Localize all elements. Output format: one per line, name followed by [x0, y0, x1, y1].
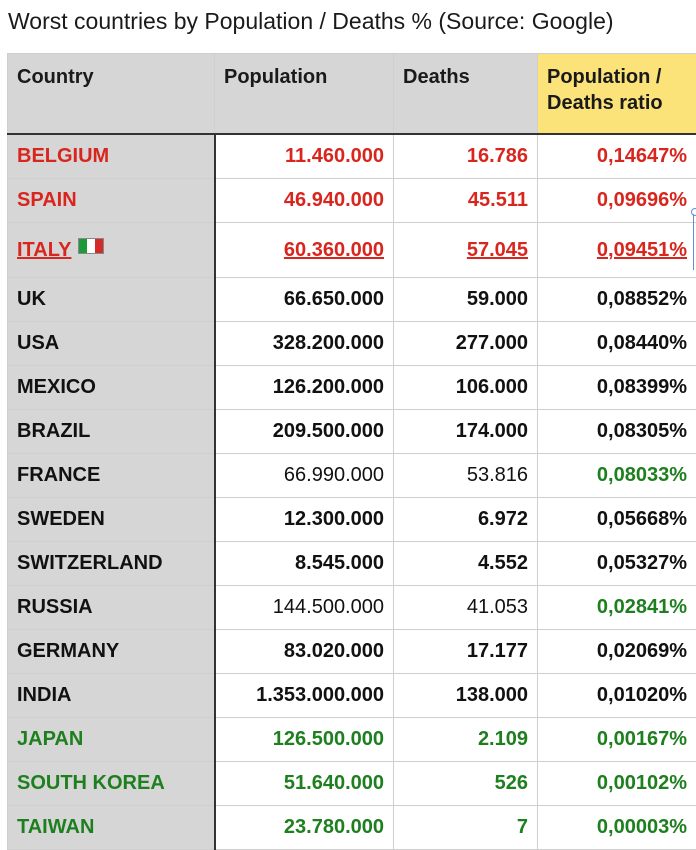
- table-row: [8, 630, 696, 674]
- cell-ratio-value: 0,00003%: [597, 816, 687, 838]
- cell-ratio[interactable]: [538, 674, 696, 718]
- header-country[interactable]: Country: [8, 54, 215, 135]
- cell-country[interactable]: [8, 806, 215, 850]
- country-name: GERMANY: [17, 640, 119, 662]
- country-name: MEXICO: [17, 376, 96, 398]
- cell-ratio-value: 0,09451%: [597, 239, 687, 261]
- cell-deaths[interactable]: [394, 674, 538, 718]
- cell-deaths-value: 7: [517, 816, 528, 838]
- cell-ratio[interactable]: [538, 498, 696, 542]
- country-name: SWITZERLAND: [17, 552, 163, 574]
- cell-ratio-value: 0,05327%: [597, 552, 687, 574]
- cell-ratio[interactable]: [538, 454, 696, 498]
- cell-deaths[interactable]: [394, 366, 538, 410]
- cell-ratio-value: 0,09696%: [597, 189, 687, 211]
- cell-population-value: 328.200.000: [273, 332, 384, 354]
- cell-country[interactable]: [8, 630, 215, 674]
- cell-population-value: 60.360.000: [284, 239, 384, 261]
- table-row: [8, 134, 696, 179]
- header-ratio-line1: Population /: [547, 66, 661, 88]
- country-name: FRANCE: [17, 464, 100, 486]
- cell-population[interactable]: [215, 718, 394, 762]
- cell-deaths[interactable]: [394, 806, 538, 850]
- cell-population-value: 144.500.000: [273, 596, 384, 618]
- table-row: [8, 806, 696, 850]
- cell-ratio-value: 0,01020%: [597, 684, 687, 706]
- cell-ratio[interactable]: [538, 179, 696, 223]
- cell-country[interactable]: [8, 542, 215, 586]
- cell-population[interactable]: [215, 179, 394, 223]
- cell-ratio[interactable]: [538, 410, 696, 454]
- cell-ratio-value: 0,00102%: [597, 772, 687, 794]
- cell-country[interactable]: [8, 179, 215, 223]
- country-name: SWEDEN: [17, 508, 105, 530]
- country-name: RUSSIA: [17, 596, 93, 618]
- cell-deaths-value: 174.000: [456, 420, 528, 442]
- cell-ratio[interactable]: [538, 278, 696, 322]
- table-row: [8, 366, 696, 410]
- country-name: BELGIUM: [17, 145, 109, 167]
- cell-ratio-value: 0,02069%: [597, 640, 687, 662]
- cell-deaths[interactable]: [394, 498, 538, 542]
- cell-deaths-value: 6.972: [478, 508, 528, 530]
- cell-deaths-value: 57.045: [467, 239, 528, 261]
- cell-deaths-value: 45.511: [468, 189, 528, 211]
- country-name: JAPAN: [17, 728, 83, 750]
- cell-population-value: 126.200.000: [273, 376, 384, 398]
- cell-country[interactable]: [8, 223, 215, 278]
- cell-population[interactable]: [215, 762, 394, 806]
- cell-deaths-value: 2.109: [478, 728, 528, 750]
- country-name: USA: [17, 332, 59, 354]
- cell-deaths-value: 17.177: [467, 640, 528, 662]
- cell-country[interactable]: [8, 134, 215, 179]
- cell-ratio[interactable]: [538, 586, 696, 630]
- cell-deaths[interactable]: [394, 322, 538, 366]
- cell-ratio[interactable]: [538, 630, 696, 674]
- cell-ratio-value: 0,00167%: [597, 728, 687, 750]
- cell-deaths[interactable]: [394, 410, 538, 454]
- cell-population-value: 126.500.000: [273, 728, 384, 750]
- table-row: [8, 542, 696, 586]
- header-deaths[interactable]: Deaths: [394, 54, 538, 135]
- country-name: UK: [17, 288, 46, 310]
- cell-population-value: 23.780.000: [284, 816, 384, 838]
- country-name: SPAIN: [17, 189, 77, 211]
- cell-ratio[interactable]: [538, 806, 696, 850]
- cell-ratio-value: 0,05668%: [597, 508, 687, 530]
- selection-edge: [693, 214, 694, 270]
- cell-population-value: 66.650.000: [284, 288, 384, 310]
- cell-ratio-value: 0,08033%: [597, 464, 687, 486]
- cell-ratio[interactable]: [538, 366, 696, 410]
- country-name: ITALY: [17, 239, 71, 261]
- cell-population-value: 12.300.000: [284, 508, 384, 530]
- header-ratio[interactable]: [538, 54, 696, 135]
- cell-ratio[interactable]: [538, 762, 696, 806]
- table-row: [8, 179, 696, 223]
- cell-deaths[interactable]: [394, 542, 538, 586]
- cell-ratio[interactable]: [538, 718, 696, 762]
- table-row: [8, 498, 696, 542]
- cell-country[interactable]: [8, 674, 215, 718]
- cell-population[interactable]: [215, 454, 394, 498]
- cell-ratio[interactable]: [538, 322, 696, 366]
- cell-ratio-value: 0,08305%: [597, 420, 687, 442]
- cell-population[interactable]: [215, 366, 394, 410]
- cell-population-value: 83.020.000: [284, 640, 384, 662]
- cell-country[interactable]: [8, 366, 215, 410]
- cell-country[interactable]: [8, 498, 215, 542]
- table-row: [8, 410, 696, 454]
- cell-population[interactable]: [215, 223, 394, 278]
- cell-ratio-value: 0,08399%: [597, 376, 687, 398]
- cell-deaths-value: 526: [495, 772, 528, 794]
- table-row: [8, 454, 696, 498]
- cell-ratio[interactable]: [538, 134, 696, 179]
- header-population[interactable]: Population: [215, 54, 394, 135]
- cell-deaths[interactable]: [394, 134, 538, 179]
- cell-ratio[interactable]: [538, 542, 696, 586]
- cell-ratio-value: 0,14647%: [597, 145, 687, 167]
- cell-population-value: 51.640.000: [284, 772, 384, 794]
- cell-population-value: 209.500.000: [273, 420, 384, 442]
- cell-ratio-value: 0,02841%: [597, 596, 687, 618]
- italy-flag-icon: [78, 238, 104, 254]
- cell-population[interactable]: [215, 630, 394, 674]
- cell-population[interactable]: [215, 322, 394, 366]
- cell-population[interactable]: [215, 278, 394, 322]
- data-table: [7, 53, 696, 850]
- cell-population-value: 66.990.000: [284, 464, 384, 486]
- cell-deaths[interactable]: [394, 454, 538, 498]
- cell-deaths-value: 53.816: [467, 464, 528, 486]
- cell-country[interactable]: [8, 586, 215, 630]
- header-row: [8, 54, 696, 135]
- table-row: [8, 278, 696, 322]
- cell-deaths-value: 16.786: [467, 145, 528, 167]
- cell-country[interactable]: [8, 322, 215, 366]
- cell-deaths[interactable]: [394, 718, 538, 762]
- cell-population[interactable]: [215, 806, 394, 850]
- cell-ratio-value: 0,08440%: [597, 332, 687, 354]
- cell-deaths[interactable]: [394, 223, 538, 278]
- cell-deaths[interactable]: [394, 278, 538, 322]
- cell-deaths-value: 138.000: [456, 684, 528, 706]
- cell-country[interactable]: [8, 762, 215, 806]
- cell-ratio[interactable]: [538, 223, 696, 278]
- cell-population[interactable]: [215, 134, 394, 179]
- table-row: [8, 762, 696, 806]
- country-name: INDIA: [17, 684, 71, 706]
- cell-population[interactable]: [215, 674, 394, 718]
- cell-deaths[interactable]: [394, 179, 538, 223]
- sheet-title: Worst countries by Population / Deaths % (Source: Google): [8, 8, 614, 35]
- cell-deaths[interactable]: [394, 762, 538, 806]
- country-name: TAIWAN: [17, 816, 94, 838]
- table-row: [8, 322, 696, 366]
- cell-country[interactable]: [8, 454, 215, 498]
- cell-population[interactable]: [215, 410, 394, 454]
- country-name: SOUTH KOREA: [17, 772, 165, 794]
- cell-country[interactable]: [8, 718, 215, 762]
- table-row: [8, 223, 696, 278]
- country-name: BRAZIL: [17, 420, 90, 442]
- cell-population[interactable]: [215, 498, 394, 542]
- cell-deaths[interactable]: [394, 586, 538, 630]
- cell-deaths-value: 277.000: [456, 332, 528, 354]
- table-row: [8, 586, 696, 630]
- cell-population[interactable]: [215, 586, 394, 630]
- table-row: [8, 674, 696, 718]
- header-ratio-line2: Deaths ratio: [547, 92, 663, 114]
- cell-country[interactable]: [8, 410, 215, 454]
- cell-population-value: 8.545.000: [295, 552, 384, 574]
- table-body: [8, 134, 696, 850]
- cell-population-value: 46.940.000: [284, 189, 384, 211]
- cell-deaths-value: 59.000: [467, 288, 528, 310]
- cell-deaths[interactable]: [394, 630, 538, 674]
- cell-deaths-value: 41.053: [467, 596, 528, 618]
- cell-population-value: 11.460.000: [285, 145, 384, 167]
- cell-deaths-value: 4.552: [478, 552, 528, 574]
- cell-population-value: 1.353.000.000: [256, 684, 384, 706]
- cell-population[interactable]: [215, 542, 394, 586]
- table-row: [8, 718, 696, 762]
- cell-deaths-value: 106.000: [456, 376, 528, 398]
- cell-ratio-value: 0,08852%: [597, 288, 687, 310]
- cell-country[interactable]: [8, 278, 215, 322]
